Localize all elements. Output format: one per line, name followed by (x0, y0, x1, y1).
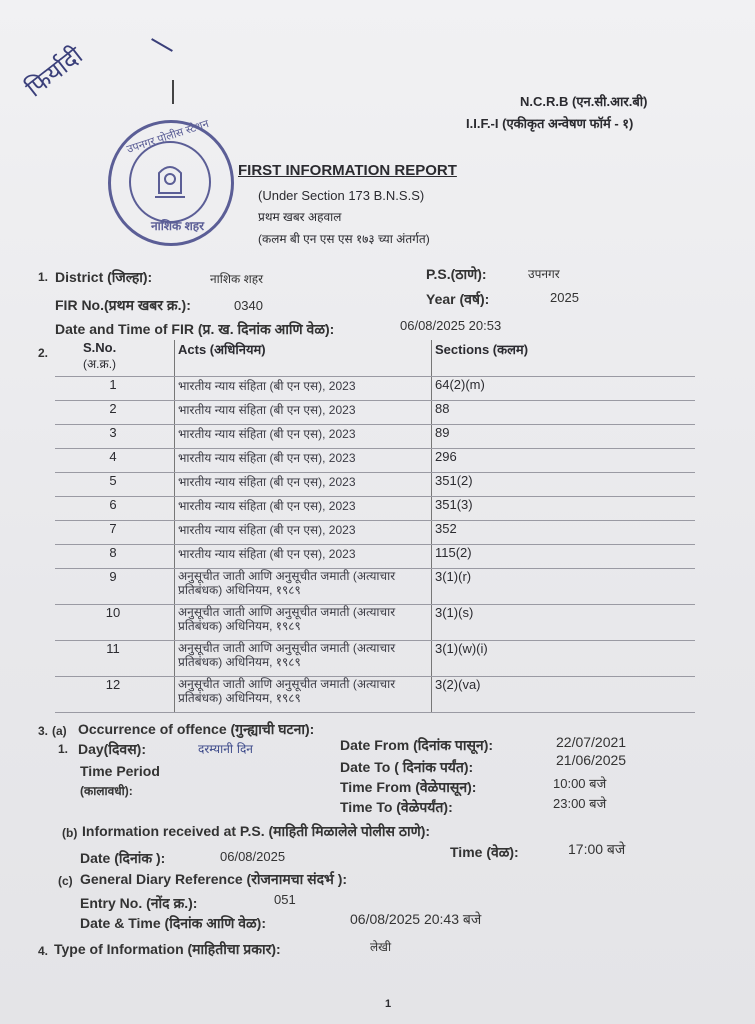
section-cell: 3(1)(r) (432, 569, 696, 605)
police-station-stamp (108, 120, 234, 246)
entry-no-label: Entry No. (नोंद क्र.): (80, 895, 198, 911)
acts-table-header (55, 340, 695, 377)
section-cell: 115(2) (432, 545, 696, 569)
act-cell: भारतीय न्याय संहिता (बी एन एस), 2023 (175, 473, 432, 497)
table-row (55, 545, 695, 569)
time-to-label: Time To (वेळेपर्यंत): (340, 799, 453, 815)
section-cell: 352 (432, 521, 696, 545)
act-cell: भारतीय न्याय संहिता (बी एन एस), 2023 (175, 521, 432, 545)
info-type-label: Type of Information (माहितीचा प्रकार): (54, 941, 281, 957)
act-cell: अनुसूचीत जाती आणि अनुसूचीत जमाती (अत्याचार प्रतिबंधक) अधिनियम, १९८९ (175, 605, 432, 641)
district-value: नाशिक शहर (210, 272, 264, 286)
table-row (55, 377, 695, 401)
pen-mark-2 (172, 80, 174, 104)
day-number: 1. (58, 742, 69, 756)
table-row (55, 569, 695, 605)
table-row (55, 677, 695, 713)
table-row (55, 497, 695, 521)
sno-cell: 7 (55, 521, 175, 545)
ps-label: P.S.(ठाणे): (426, 266, 487, 282)
info-time-value: 17:00 बजे (568, 841, 626, 857)
info-date-label: Date (दिनांक ): (80, 850, 166, 866)
gd-datetime-label: Date & Time (दिनांक आणि वेळ): (80, 915, 267, 931)
sno-cell: 3 (55, 425, 175, 449)
sno-header (55, 340, 175, 377)
occurrence-title: Occurrence of offence (गुन्ह्याची घटना): (78, 721, 315, 737)
sections-header: Sections (कलम) (432, 340, 696, 377)
sno-cell: 10 (55, 605, 175, 641)
ncrb-label: N.C.R.B (एन.सी.आर.बी) (520, 94, 648, 109)
fir-datetime-value: 06/08/2025 20:53 (400, 318, 502, 333)
handwritten-note: फिर्यादी (20, 41, 88, 103)
stamp-bottom-text: नाशिक शहर (151, 219, 205, 233)
section3-number: 3. (38, 724, 49, 738)
section-cell: 88 (432, 401, 696, 425)
time-to-value: 23:00 बजे (553, 796, 607, 811)
section2-number: 2. (38, 346, 49, 360)
page-number: 1 (385, 998, 392, 1010)
sno-cell: 9 (55, 569, 175, 605)
subtitle-mr: प्रथम खबर अहवाल (258, 210, 342, 224)
table-row (55, 473, 695, 497)
date-from-value: 22/07/2021 (556, 734, 627, 750)
pen-mark (151, 38, 173, 52)
gd-datetime-value: 06/08/2025 20:43 बजे (350, 911, 482, 927)
section3a-label: (a) (52, 724, 67, 738)
sno-cell: 6 (55, 497, 175, 521)
sno-cell: 2 (55, 401, 175, 425)
general-diary-title: General Diary Reference (रोजनामचा संदर्भ ): (80, 871, 348, 887)
act-cell: अनुसूचीत जाती आणि अनुसूचीत जमाती (अत्याचार प्रतिबंधक) अधिनियम, १९८९ (175, 569, 432, 605)
section-cell: 89 (432, 425, 696, 449)
info-type-value: लेखी (370, 940, 392, 954)
table-row (55, 641, 695, 677)
iif-label: I.I.F.-I (एकीकृत अन्वेषण फॉर्म - १) (466, 116, 634, 131)
act-cell: अनुसूचीत जाती आणि अनुसूचीत जमाती (अत्याचार प्रतिबंधक) अधिनियम, १९८९ (175, 677, 432, 713)
info-received-title: Information received at P.S. (माहिती मिळालेले पोलीस ठाणे): (82, 823, 431, 839)
entry-no-value: 051 (274, 892, 296, 907)
date-to-label: Date To ( दिनांक पर्यंत): (340, 759, 474, 775)
document-title: FIRST INFORMATION REPORT (238, 162, 457, 179)
table-row (55, 605, 695, 641)
fir-datetime-label: Date and Time of FIR (प्र. ख. दिनांक आणि वेळ): (55, 321, 335, 337)
act-cell: भारतीय न्याय संहिता (बी एन एस), 2023 (175, 425, 432, 449)
section-cell: 3(1)(s) (432, 605, 696, 641)
act-cell: भारतीय न्याय संहिता (बी एन एस), 2023 (175, 449, 432, 473)
act-cell: अनुसूचीत जाती आणि अनुसूचीत जमाती (अत्याचार प्रतिबंधक) अधिनियम, १९८९ (175, 641, 432, 677)
section-cell: 3(1)(w)(i) (432, 641, 696, 677)
sno-header-mr: (अ.क्र.) (83, 357, 117, 371)
section-cell: 351(3) (432, 497, 696, 521)
section3c-label: (c) (58, 874, 73, 888)
sno-cell: 5 (55, 473, 175, 497)
district-label: District (जिल्हा): (55, 269, 153, 285)
acts-table-body (55, 377, 695, 713)
act-cell: भारतीय न्याय संहिता (बी एन एस), 2023 (175, 497, 432, 521)
emblem-icon (129, 141, 211, 223)
year-label: Year (वर्ष): (426, 291, 490, 307)
sno-cell: 11 (55, 641, 175, 677)
section-cell: 64(2)(m) (432, 377, 696, 401)
time-from-label: Time From (वेळेपासून): (340, 779, 477, 795)
info-time-label: Time (वेळ): (450, 844, 519, 860)
time-period-label: Time Period (80, 763, 160, 779)
table-row (55, 521, 695, 545)
info-date-value: 06/08/2025 (220, 849, 286, 864)
section3b-label: (b) (62, 826, 78, 840)
ps-value: उपनगर (528, 267, 560, 281)
table-row (55, 401, 695, 425)
section4-number: 4. (38, 944, 49, 958)
subtitle-mr-2: (कलम बी एन एस एस १७३ च्या अंतर्गत) (258, 232, 430, 246)
act-cell: भारतीय न्याय संहिता (बी एन एस), 2023 (175, 377, 432, 401)
time-from-value: 10:00 बजे (553, 776, 607, 791)
act-cell: भारतीय न्याय संहिता (बी एन एस), 2023 (175, 545, 432, 569)
section-cell: 351(2) (432, 473, 696, 497)
date-to-value: 21/06/2025 (556, 752, 627, 768)
acts-table (55, 340, 695, 713)
sno-cell: 8 (55, 545, 175, 569)
sno-cell: 1 (55, 377, 175, 401)
date-from-label: Date From (दिनांक पासून): (340, 737, 494, 753)
day-value: दरम्यानी दिन (198, 742, 253, 756)
section1-number: 1. (38, 270, 49, 284)
table-row (55, 425, 695, 449)
sno-cell: 12 (55, 677, 175, 713)
subtitle-en: (Under Section 173 B.N.S.S) (258, 188, 425, 203)
table-row (55, 449, 695, 473)
fir-no-value: 0340 (234, 298, 263, 313)
section-cell: 296 (432, 449, 696, 473)
stamp-top-text: उपनगर पोलीस स्टेशन (125, 118, 211, 156)
year-value: 2025 (550, 290, 579, 305)
act-cell: भारतीय न्याय संहिता (बी एन एस), 2023 (175, 401, 432, 425)
sno-header-text: S.No. (83, 340, 117, 355)
section-cell: 3(2)(va) (432, 677, 696, 713)
acts-header: Acts (अधिनियम) (175, 340, 432, 377)
day-label: Day(दिवस): (78, 741, 146, 757)
sno-cell: 4 (55, 449, 175, 473)
time-period-mr: (कालावधी): (80, 784, 133, 798)
fir-no-label: FIR No.(प्रथम खबर क्र.): (55, 297, 191, 313)
